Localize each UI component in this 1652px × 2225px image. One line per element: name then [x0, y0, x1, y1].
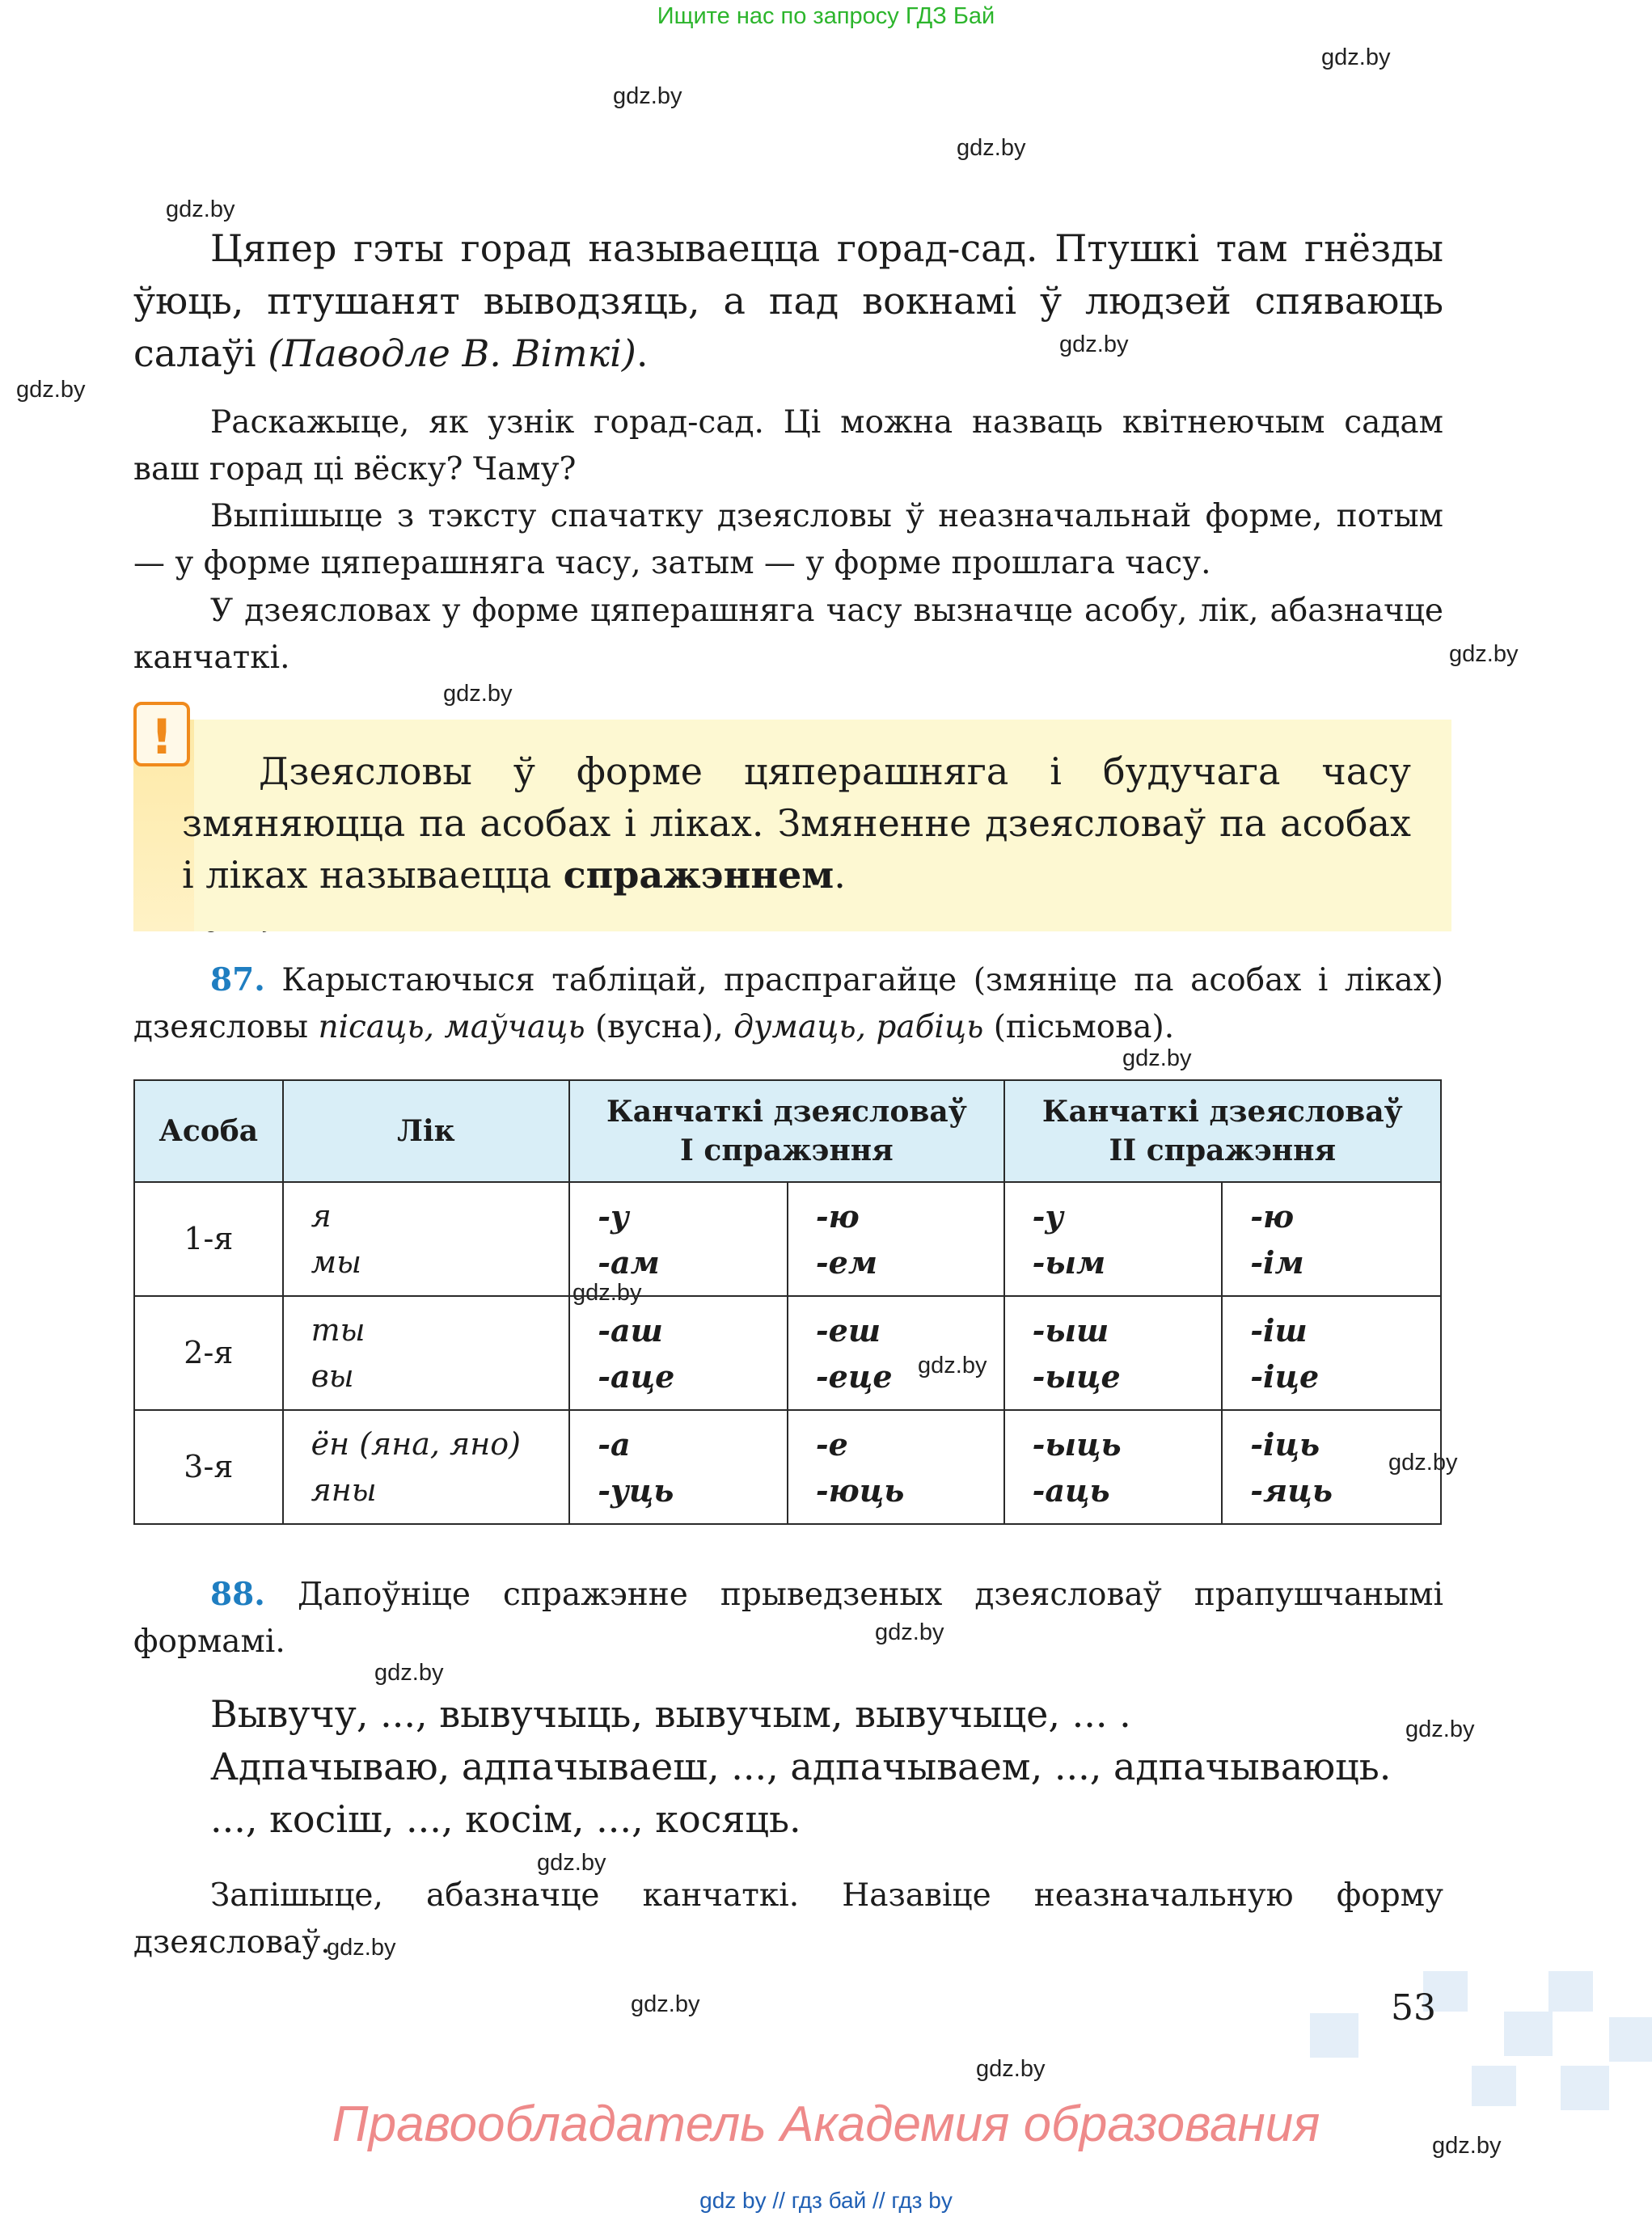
cell-line: -ым — [1032, 1243, 1106, 1281]
rule-term: спражэннем — [563, 853, 834, 897]
exercise-88 — [133, 1571, 1443, 1666]
exercise-verbs: думаць, рабіць — [733, 1009, 984, 1045]
cell-ending — [1222, 1296, 1441, 1410]
cell-line: яны — [311, 1471, 377, 1508]
exercise-87 — [133, 956, 1443, 1051]
cell-ending — [1004, 1182, 1223, 1296]
intro-source: (Паводле В. Віткі) — [268, 331, 636, 375]
cell-ending — [569, 1182, 788, 1296]
cell-line: -іць — [1250, 1425, 1320, 1463]
table-header-row — [134, 1080, 1441, 1182]
cell-line: -ам — [598, 1243, 660, 1281]
exercise-number: 87. — [210, 961, 265, 999]
rule-text-end: . — [834, 853, 846, 897]
cell-line: ён (яна, яно) — [311, 1425, 521, 1462]
cell-line: -яць — [1250, 1471, 1333, 1509]
cell-ending — [569, 1296, 788, 1410]
watermark: gdz.by — [918, 1353, 987, 1378]
exercise-line: ..., косіш, ..., косім, ..., косяць. — [210, 1797, 801, 1841]
cell-line: -ем — [815, 1243, 877, 1281]
cell-number — [283, 1182, 570, 1296]
cell-line: -ыце — [1032, 1357, 1121, 1395]
cell-line: -ю — [815, 1197, 860, 1235]
footer-links: gdz by // гдз бай // гдз by — [699, 2188, 953, 2213]
cell-person: 3-я — [134, 1410, 283, 1524]
exercise-text: Карыстаючыся табліцай, праспрагайце (змяніце па асобах і ліках) дзеясловы — [133, 962, 1443, 1045]
cell-line: -ыш — [1032, 1311, 1109, 1349]
watermark: gdz.by — [1405, 1716, 1475, 1742]
header-person: Асоба — [134, 1080, 283, 1182]
cell-line: -е — [815, 1425, 848, 1463]
exercise-task: Запішыце, абазначце канчаткі. Назавіце неазначальную форму дзеясловаў. — [133, 1877, 1443, 1961]
decoration — [1609, 2017, 1652, 2062]
exercise-number: 88. — [210, 1576, 265, 1613]
watermark: gdz.by — [1432, 2133, 1502, 2159]
header-conjugation-2 — [1004, 1080, 1441, 1182]
cell-line: вы — [311, 1357, 354, 1394]
cell-ending — [1004, 1296, 1223, 1410]
cell-line: -ім — [1250, 1243, 1304, 1281]
conjugation-table — [133, 1079, 1442, 1525]
page-number: 53 — [1391, 1987, 1436, 2029]
cell-line: мы — [311, 1243, 362, 1280]
cell-ending — [788, 1410, 1004, 1524]
task-paragraph: Раскажыце, як узнік горад-сад. Ці можна назваць квітнеючым садам ваш горад ці вёску? Чаму? — [133, 404, 1443, 488]
table-row — [134, 1182, 1441, 1296]
cell-line: -юць — [815, 1471, 905, 1509]
header-conjugation-1 — [569, 1080, 1003, 1182]
cell-ending — [788, 1182, 1004, 1296]
cell-line: -аце — [598, 1357, 675, 1395]
cell-number — [283, 1410, 570, 1524]
watermark: gdz.by — [875, 1619, 944, 1645]
watermark: gdz.by — [16, 377, 86, 403]
watermark: gdz.by — [1059, 331, 1129, 357]
cell-ending — [1222, 1182, 1441, 1296]
decoration — [1548, 1971, 1593, 2012]
watermark: gdz.by — [631, 1991, 700, 2017]
search-banner: Ищите нас по запросу ГДЗ Бай — [657, 3, 995, 29]
decoration — [1310, 2013, 1358, 2058]
intro-paragraph — [133, 222, 1443, 380]
cell-line: -аць — [1032, 1471, 1110, 1509]
watermark: gdz.by — [327, 1935, 396, 1961]
watermark: gdz.by — [572, 1280, 642, 1306]
cell-line: -еце — [815, 1357, 893, 1395]
cell-ending — [569, 1410, 788, 1524]
cell-line: -ю — [1250, 1197, 1295, 1235]
cell-line: -аш — [598, 1311, 663, 1349]
cell-line: -іце — [1250, 1357, 1320, 1395]
watermark: gdz.by — [1388, 1450, 1458, 1476]
exercise-text: Дапоўніце спражэнне прыведзеных дзеясловаў прапушчанымі формамі. — [133, 1577, 1443, 1660]
watermark: gdz.by — [976, 2056, 1046, 2082]
exclamation-icon: ! — [133, 702, 190, 766]
exercise-text: (пісьмова). — [993, 1009, 1175, 1045]
copyright-notice: Правообладатель Академия образования — [332, 2096, 1320, 2152]
rule-text-main: Дзеясловы ў форме цяперашняга і будучага часу змяняюцца па асобах і ліках. Змяненне дзеясловаў па асобах і ліках называецца — [182, 749, 1411, 897]
watermark: gdz.by — [537, 1850, 606, 1876]
cell-line: -ыць — [1032, 1425, 1122, 1463]
intro-end: . — [636, 331, 649, 375]
cell-person: 2-я — [134, 1296, 283, 1410]
watermark: gdz.by — [957, 135, 1026, 161]
rule-text — [182, 745, 1411, 901]
intro-text: Цяпер гэты горад называецца горад-сад. Птушкі там гнёзды ўюць, птушанят выводзяць, а пад вокнамі ў людзей спяваюць салаўі — [133, 226, 1443, 375]
exercise-line: Адпачываю, адпачываеш, ..., адпачываем, ..., адпачываюць. — [210, 1745, 1392, 1788]
decoration — [1504, 2012, 1553, 2056]
table-row — [134, 1296, 1441, 1410]
cell-ending — [1004, 1410, 1223, 1524]
cell-line: -іш — [1250, 1311, 1308, 1349]
watermark: gdz.by — [1449, 641, 1519, 667]
cell-ending — [788, 1296, 1004, 1410]
watermark: gdz.by — [613, 83, 682, 109]
cell-number — [283, 1296, 570, 1410]
cell-person: 1-я — [134, 1182, 283, 1296]
watermark: gdz.by — [374, 1660, 444, 1686]
watermark: gdz.by — [1321, 44, 1391, 70]
watermark: gdz.by — [443, 681, 513, 707]
header-line: I спражэння — [680, 1134, 894, 1167]
cell-line: -еш — [815, 1311, 881, 1349]
cell-line: -уць — [598, 1471, 674, 1509]
task-paragraph: Выпішыце з тэксту спачатку дзеясловы ў неазначальнай форме, потым — у форме цяперашняга часу, затым — у форме прошлага часу. — [133, 498, 1443, 581]
cell-ending — [1222, 1410, 1441, 1524]
watermark: gdz.by — [1122, 1045, 1192, 1071]
exercise-verbs: пісаць, маўчаць — [318, 1009, 585, 1045]
cell-line: -у — [598, 1197, 629, 1235]
header-line: Канчаткі дзеясловаў — [606, 1095, 967, 1129]
cell-line: -а — [598, 1425, 631, 1463]
header-line: Канчаткі дзеясловаў — [1041, 1095, 1403, 1129]
header-number: Лік — [283, 1080, 570, 1182]
header-line: II спражэння — [1109, 1134, 1337, 1167]
cell-line: ты — [311, 1311, 365, 1348]
table-row — [134, 1410, 1441, 1524]
cell-line: я — [311, 1197, 332, 1234]
exercise-line: Вывучу, ..., вывучыць, вывучым, вывучыце, ... . — [210, 1692, 1131, 1736]
cell-line: -у — [1032, 1197, 1064, 1235]
exercise-text: (вусна), — [594, 1009, 724, 1045]
task-paragraph: У дзеясловах у форме цяперашняга часу вызначце асобу, лік, абазначце канчаткі. — [133, 593, 1443, 676]
watermark: gdz.by — [166, 196, 235, 222]
